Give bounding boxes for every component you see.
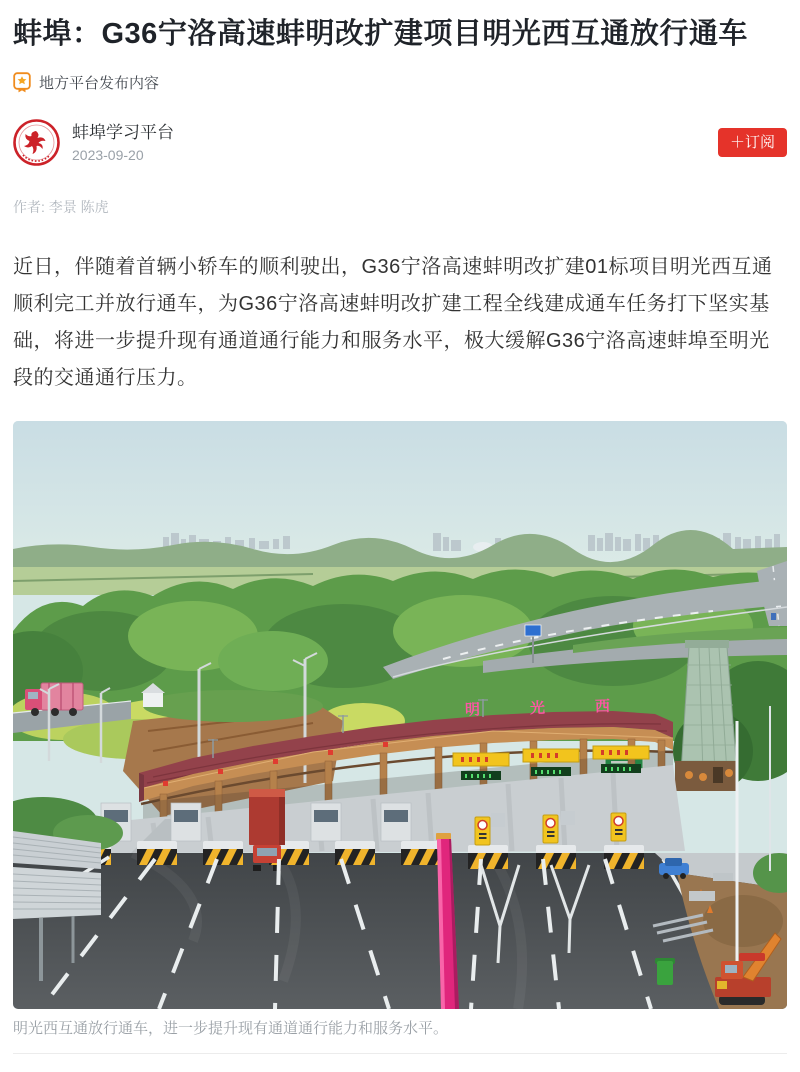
- source-badge: [13, 72, 787, 93]
- article-page: [0, 16, 800, 1054]
- photo-caption: 明光西互通放行通车，进一步提升现有通道通行能力和服务水平。: [13, 1020, 449, 1037]
- page-title: 蚌埠：G36宁洛高速蚌明改扩建项目明光西互通放行通车: [13, 18, 748, 50]
- author-line: 作者: 李景 陈虎: [13, 199, 109, 215]
- roof-station-name: 明光西: [464, 696, 661, 719]
- publish-date: 2023-09-20: [72, 146, 144, 163]
- publisher-info: [72, 123, 718, 163]
- article-paragraph: 近日，伴随着首辆小轿车的顺利驶出，G36宁洛高速蚌明改扩建01标项目明光西互通顺利完工并放行通车，为G36宁洛高速蚌明改扩建工程全线建成通车任务打下坚实基础，将进一步提升现有通道通行能力和服务水平，极大缓解G36宁洛高速蚌埠至明光段的交通通行压力。: [13, 256, 773, 389]
- source-badge-label: 地方平台发布内容: [39, 75, 160, 92]
- medal-star-icon: [13, 72, 31, 93]
- article-photo[interactable]: [13, 421, 787, 1009]
- red-truck: [249, 789, 285, 871]
- publisher-name[interactable]: 蚌埠学习平台: [72, 122, 174, 142]
- publisher-logo[interactable]: [13, 119, 60, 166]
- toll-station-illustration: [13, 421, 787, 1009]
- subscribe-button[interactable]: ＋订阅: [718, 128, 787, 157]
- bottom-divider: [13, 1053, 787, 1054]
- publisher-row: [13, 119, 787, 166]
